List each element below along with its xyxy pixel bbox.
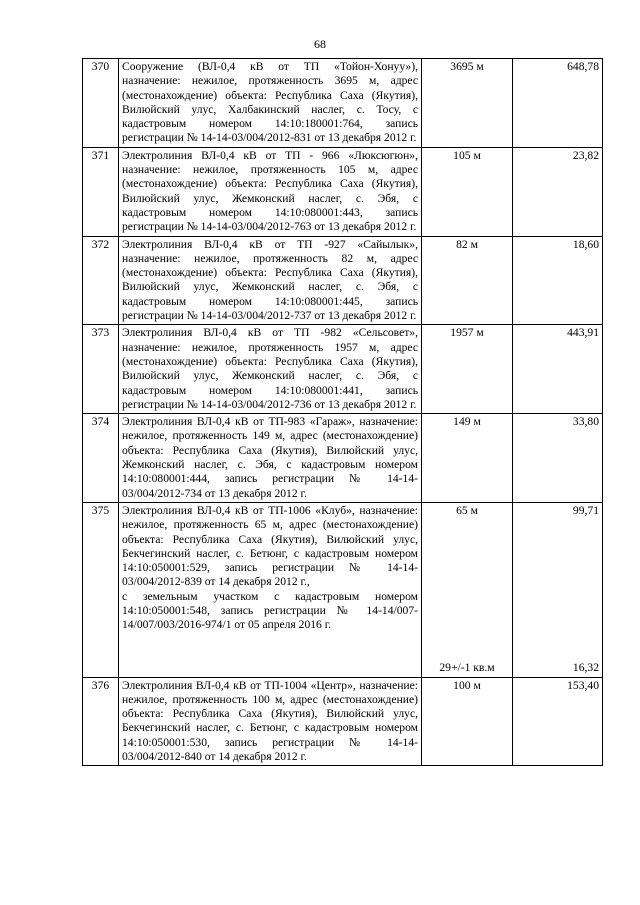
object-description: Электролиния ВЛ-0,4 кВ от ТП-983 «Гараж», назначение: нежилое, протяженность 149 м, адрес (местонахождение) объекта: Республика Саха (Якутия), Вилюйский улус, Жемконский наслег, с. Эбя, с кадастровым номером 14:10:080001:444, запись регистрации № 14-14-03/004/2012-734 от 13 декабря 2012 г. (119, 414, 422, 503)
object-length: 105 м (422, 147, 513, 236)
object-description: Сооружение (ВЛ-0,4 кВ от ТП «Тойон-Хонуу»), назначение: нежилое, протяженность 3695 м, адрес (местонахождение) объекта: Республика Саха (Якутия), Вилюйский улус, Халбакинский наслег, с. Тосу, с кадастровым номером 14:10:180001:764, запись регистрации № 14-14-03/004/2012-831 от 13 декабря 2012 г. (119, 59, 422, 148)
object-value-group (513, 502, 603, 677)
object-value: 99,71 (572, 503, 599, 517)
land-plot-description: с земельным участком с кадастровым номером 14:10:050001:548, запись регистрации № 14-14/007-14/007/003/2016-974/1 от 05 апреля 2016 г. (122, 589, 418, 632)
table-row (83, 414, 603, 503)
row-number: 374 (83, 414, 119, 503)
object-length: 3695 м (422, 59, 513, 148)
row-number: 371 (83, 147, 119, 236)
land-plot-value: 16,32 (572, 661, 599, 675)
object-length-group (422, 502, 513, 677)
page-number: 68 (314, 37, 326, 51)
land-plot-area: 29+/-1 кв.м (439, 661, 495, 675)
table-row (83, 59, 603, 148)
object-description: Электролиния ВЛ-0,4 кВ от ТП -982 «Сельсовет», назначение: нежилое, протяженность 1957 м, адрес (местонахождение) объекта: Республика Саха (Якутия), Вилюйский улус, Жемконский наслег, с. Эбя, с кадастровым номером 14:10:080001:441, запись регистрации № 14-14-03/004/2012-736 от 13 декабря 2012 г. (119, 325, 422, 414)
table-row (83, 147, 603, 236)
table-row (83, 502, 603, 677)
table-row (83, 677, 603, 766)
object-length: 100 м (422, 677, 513, 766)
object-value: 18,60 (513, 236, 603, 325)
object-value: 33,80 (513, 414, 603, 503)
object-length: 1957 м (422, 325, 513, 414)
object-value: 443,91 (513, 325, 603, 414)
table-row (83, 236, 603, 325)
object-description: Электролиния ВЛ-0,4 кВ от ТП - 966 «Люксюгюн», назначение: нежилое, протяженность 105 м, адрес (местонахождение) объекта: Республика Саха (Якутия), Вилюйский улус, Жемконский наслег, с. Эбя, с кадастровым номером 14:10:080001:443, запись регистрации № 14-14-03/004/2012-763 от 13 декабря 2012 г. (119, 147, 422, 236)
object-value: 153,40 (513, 677, 603, 766)
spacer (425, 518, 509, 661)
object-description: Электролиния ВЛ-0,4 кВ от ТП-1004 «Центр», назначение: нежилое, протяженность 100 м, адрес (местонахождение) объекта: Республика Саха (Якутия), Вилюйский улус, Бекчегинский наслег, с. Бетюнг, с кадастровым номером 14:10:050001:530, запись регистрации № 14-14-03/004/2012-840 от 14 декабря 2012 г. (119, 677, 422, 766)
object-description: Электролиния ВЛ-0,4 кВ от ТП-1006 «Клуб», назначение: нежилое, протяженность 65 м, адрес (местонахождение) объекта: Республика Саха (Якутия), Вилюйский улус, Бекчегинский наслег, с. Бетюнг, с кадастровым номером 14:10:050001:529, запись регистрации № 14-14-03/004/2012-839 от 14 декабря 2012 г., (122, 503, 418, 589)
spacer (516, 518, 599, 661)
row-number: 375 (83, 502, 119, 677)
object-length: 65 м (456, 503, 478, 517)
object-description: Электролиния ВЛ-0,4 кВ от ТП -927 «Сайылык», назначение: нежилое, протяженность 82 м, адрес (местонахождение) объекта: Республика Саха (Якутия), Вилюйский улус, Жемконский наслег, с. Эбя, с кадастровым номером 14:10:080001:445, запись регистрации № 14-14-03/004/2012-737 от 13 декабря 2012 г. (119, 236, 422, 325)
object-description-group (119, 502, 422, 677)
property-register-table (82, 58, 603, 766)
row-number: 373 (83, 325, 119, 414)
object-value: 23,82 (513, 147, 603, 236)
row-number: 372 (83, 236, 119, 325)
table-row (83, 325, 603, 414)
row-number: 370 (83, 59, 119, 148)
row-number: 376 (83, 677, 119, 766)
object-length: 82 м (422, 236, 513, 325)
object-length: 149 м (422, 414, 513, 503)
object-value: 648,78 (513, 59, 603, 148)
